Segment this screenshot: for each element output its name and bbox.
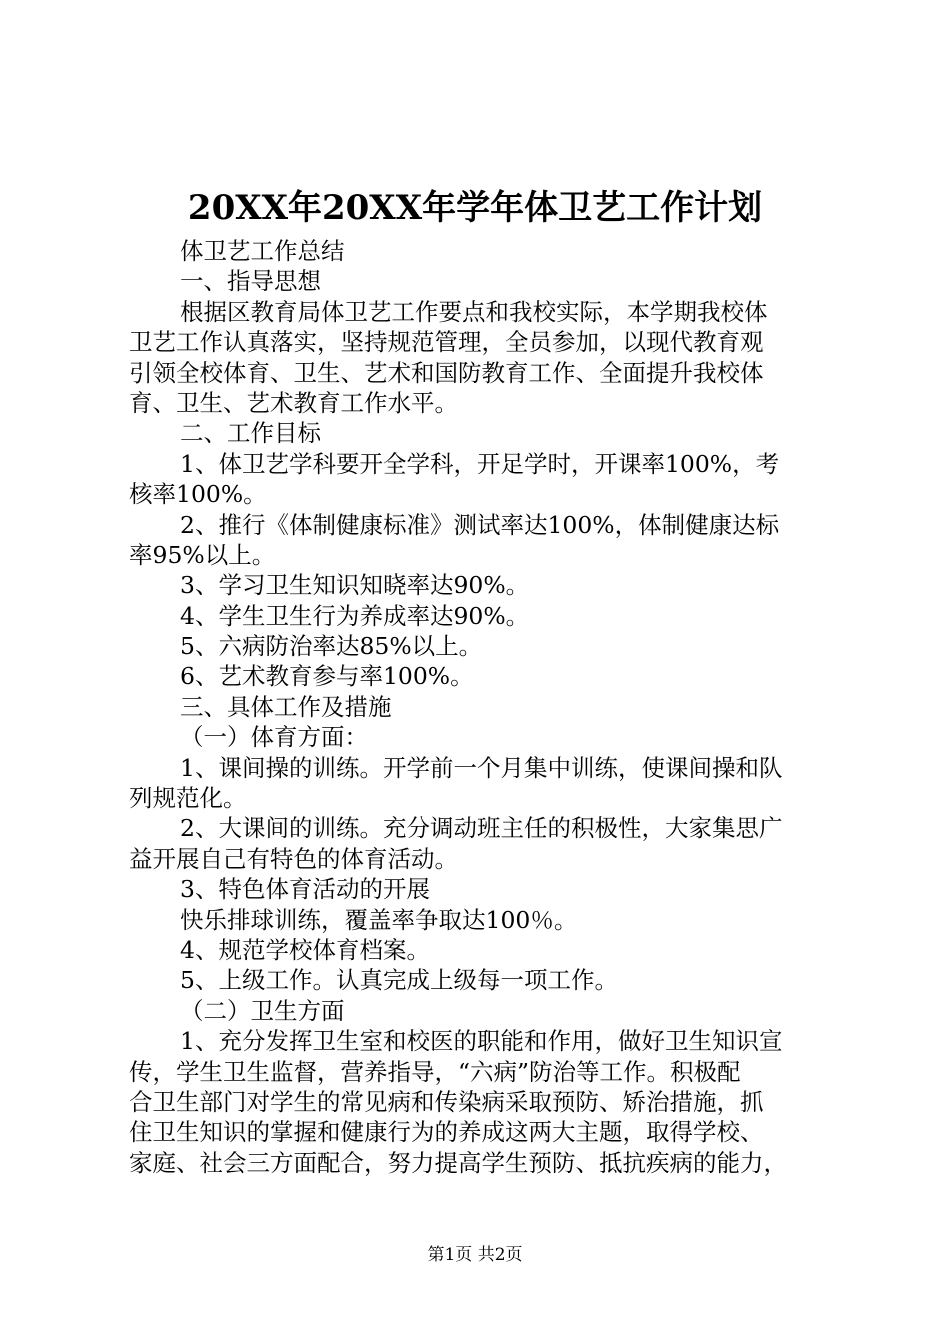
text-line: 率95%以上。: [129, 540, 276, 569]
text-line: 传，学生卫生监督，营养指导，“六病”防治等工作。积极配: [129, 1057, 741, 1086]
text-line: 2、大课间的训练。充分调动班主任的积极性，大家集思广: [180, 814, 783, 843]
text-line: 卫艺工作认真落实，坚持规范管理，全员参加，以现代教育观: [129, 328, 764, 357]
text-line: 5、上级工作。认真完成上级每一项工作。: [180, 966, 618, 995]
text-line: 4、规范学校体育档案。: [180, 935, 430, 964]
text-line: 益开展自己有特色的体育活动。: [129, 844, 458, 873]
text-line: 一、指导思想: [180, 267, 321, 296]
text-line: （一）体育方面：: [180, 723, 368, 752]
text-line: 家庭、社会三方面配合，努力提高学生预防、抵抗疾病的能力，: [129, 1148, 787, 1177]
text-line: 3、学习卫生知识知晓率达90%。: [180, 571, 530, 600]
text-line: 核率100%。: [129, 480, 267, 509]
text-line: 体卫艺工作总结: [180, 237, 345, 265]
text-line: 住卫生知识的掌握和健康行为的养成这两大主题，取得学校、: [129, 1118, 764, 1147]
text-line: 3、特色体育活动的开展: [180, 875, 430, 904]
text-line: 5、六病防治率达85%以上。: [180, 632, 483, 661]
text-line: 合卫生部门对学生的常见病和传染病采取预防、矫治措施，抓: [129, 1087, 764, 1116]
text-line: 三、具体工作及措施: [180, 692, 392, 721]
text-line: 引领全校体育、卫生、艺术和国防教育工作、全面提升我校体: [129, 358, 764, 387]
text-line: 根据区教育局体卫艺工作要点和我校实际，本学期我校体: [180, 297, 768, 326]
text-line: 快乐排球训练，覆盖率争取达100％。: [180, 905, 578, 934]
document-body: [129, 236, 831, 1178]
page-footer: 第1页 共2页: [427, 1245, 523, 1265]
text-line: 1、课间操的训练。开学前一个月集中训练，使课间操和队: [180, 753, 783, 782]
document-title: 20XX年20XX年学年体卫艺工作计划: [187, 188, 763, 228]
text-line: 2、推行《体制健康标准》测试率达100%，体制健康达标: [180, 510, 780, 539]
text-line: 1、体卫艺学科要开全学科，开足学时，开课率100%，考: [180, 449, 780, 478]
text-line: 列规范化。: [129, 784, 247, 813]
text-line: 1、充分发挥卫生室和校医的职能和作用，做好卫生知识宣: [180, 1027, 783, 1056]
text-line: 二、工作目标: [180, 419, 321, 448]
text-line: 6、艺术教育参与率100%。: [180, 662, 474, 691]
text-line: 育、卫生、艺术教育工作水平。: [129, 388, 458, 417]
text-line: （二）卫生方面: [180, 996, 345, 1025]
text-line: 4、学生卫生行为养成率达90%。: [180, 601, 530, 630]
